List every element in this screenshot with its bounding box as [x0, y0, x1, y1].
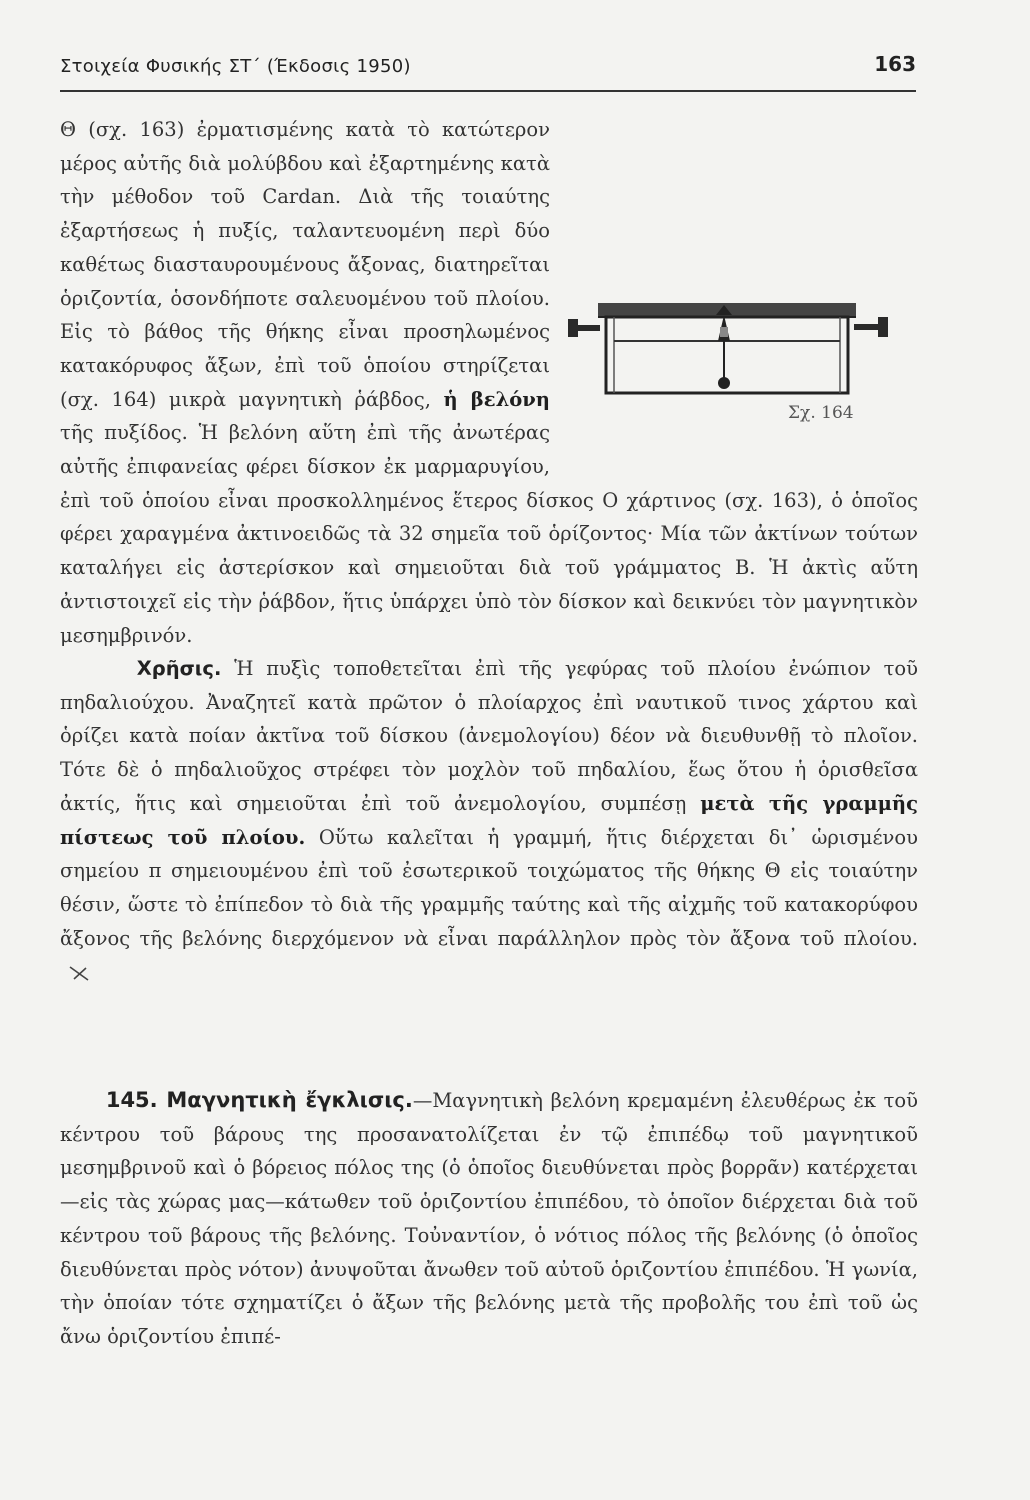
- paragraph-compass-description: [60, 113, 918, 652]
- compass-box-figure: [568, 285, 904, 445]
- section-heading: 145. Μαγνητικὴ ἔγκλισις.: [105, 1088, 413, 1112]
- figure-area: [550, 281, 918, 461]
- paragraph-text: —Μαγνητικὴ βελόνη κρεμαμένη ἐλευθέρως ἐκ τοῦ κέντρου τοῦ βάρους της προσανατολίζεται ἐν τῷ ἐπιπέδῳ τοῦ μαγνητικοῦ μεσημβρινοῦ καὶ ὁ βόρειος πόλος της (ὁ ὁποῖος διευθύνεται πρὸς βορρᾶν) κατέρχεται—εἰς τὰς χώρας μας—κάτωθεν τοῦ ὁριζοντίου ἐπιπέδου, τὸ ὁποῖον διέρχεται διὰ τοῦ κέντρου τοῦ βάρους τῆς βελόνης. Τοὐναντίον, ὁ νότιος πόλος τῆς βελόνης (ὁ ὁποῖος διευθύνεται πρὸς νότον) ἀνυψοῦται ἄνωθεν τοῦ αὐτοῦ ὁριζοντίου ἐπιπέδου. Ἡ γωνία, τὴν ὁποίαν τότε σχηματίζει ὁ ἄξων τῆς βελόνης μετὰ τῆς προβολῆς του ἐπὶ τοῦ ὡς ἄνω ὁριζοντίου ἐπιπέ-: [60, 1089, 918, 1348]
- paragraph-text: Θ (σχ. 163) ἐρματισμένης κατὰ τὸ κατώτερον μέρος αὐτῆς διὰ μολύβδου καὶ ἐξαρτημένης κατὰ τὴν μέθοδον τοῦ Cardan. Διὰ τῆς τοιαύτης ἐξαρτήσεως ἡ πυξίς, ταλαντευομένη περὶ δύο καθέτως διασταυρουμένους ἄξονας, διατηρεῖται ὁριζοντία, ὁσονδήποτε σαλευομένου τοῦ πλοίου. Εἰς τὸ βάθος τῆς θήκης εἶναι προσηλωμένος κατακόρυφος ἄξων, ἐπὶ τοῦ ὁποίου στηρίζεται (σχ. 164) μικρὰ μαγνητικὴ ῥάβδος,: [60, 118, 550, 411]
- paragraph-magnetic-dip: [60, 1084, 918, 1354]
- figure-caption: Σχ. 164: [788, 403, 854, 423]
- left-pivot-axle: [578, 325, 600, 331]
- right-pivot-axle: [854, 324, 878, 330]
- left-pivot-knob: [568, 319, 578, 337]
- term-lubber-line: μετὰ τῆς γραμμῆς πίστεως τοῦ πλοίου.: [60, 791, 918, 849]
- right-pivot-knob: [878, 317, 888, 337]
- book-title: Στοιχεία Φυσικής ΣΤ΄ (Έκδοσις 1950): [60, 56, 411, 77]
- page-number: 163: [874, 52, 916, 76]
- pencil-cross-mark-icon: [66, 963, 92, 983]
- paragraph-text: Ἡ πυξὶς τοποθετεῖται ἐπὶ τῆς γεφύρας τοῦ πλοίου ἐνώπιον τοῦ πηδαλιούχου. Ἀναζητεῖ κατὰ πρῶτον ὁ πλοίαρχος ἐπὶ ναυτικοῦ τινος χάρτου καὶ ὁρίζει κατὰ ποίαν ἀκτῖνα τοῦ δίσκου (ἀνεμολογίου) δέον νὰ διευθυνθῇ τὸ πλοῖον. Τότε δὲ ὁ πηδαλιοῦχος στρέφει τὸν μοχλὸν τοῦ πηδαλίου, ἕως ὅτου ἡ ὁρισθεῖσα ἀκτίς, ἥτις καὶ σημειοῦται ἐπὶ τοῦ ἀνεμολογίου, συμπέσῃ: [60, 657, 918, 815]
- paragraph-text: Οὕτω καλεῖται ἡ γραμμή, ἥτις διέρχεται δι᾽ ὡρισμένου σημείου π σημειουμένου ἐπὶ τοῦ ἐσωτερικοῦ τοιχώματος τῆς θήκης Θ εἰς τοιαύτην θέσιν, ὥστε τὸ ἐπίπεδον τὸ διὰ τῆς γραμμῆς ταύτης καὶ τῆς αἰχμῆς τοῦ κατακορύφου ἄξονος τῆς βελόνης διερχόμενον νὰ εἶναι παράλληλον πρὸς τὸν ἄξονα τοῦ πλοίου.: [60, 825, 919, 950]
- running-header: [60, 50, 916, 92]
- paragraph-text: τῆς πυξίδος. Ἡ βελόνη αὕτη ἐπὶ τῆς ἀνωτέρας αὐτῆς ἐπιφανείας φέρει δίσκον ἐκ μαρμαρυγίου, ἐπὶ τοῦ ὁποίου εἶναι προσκολλημένος ἕτερος δίσκος Ο χάρτινος (σχ. 163), ὁ ὁποῖος φέρει χαραγμένα ἀκτινοειδῶς τὰ 32 σημεῖα τοῦ ὁρίζοντος· Μία τῶν ἀκτίνων τούτων καταλήγει εἰς ἀστερίσκον καὶ σημειοῦται διὰ τοῦ γράμματος Β. Ἡ ἀκτὶς αὕτη ἀντιστοιχεῖ εἰς τὴν ῥάβδον, ἥτις ὑπάρχει ὑπὸ τὸν δίσκον καὶ δεικνύει τὸν μαγνητικὸν μεσημβρινόν.: [60, 421, 918, 647]
- paragraph-usage: [60, 652, 918, 989]
- usage-heading: Χρῆσις.: [136, 657, 222, 680]
- term-needle: ἡ βελόνη: [443, 387, 550, 411]
